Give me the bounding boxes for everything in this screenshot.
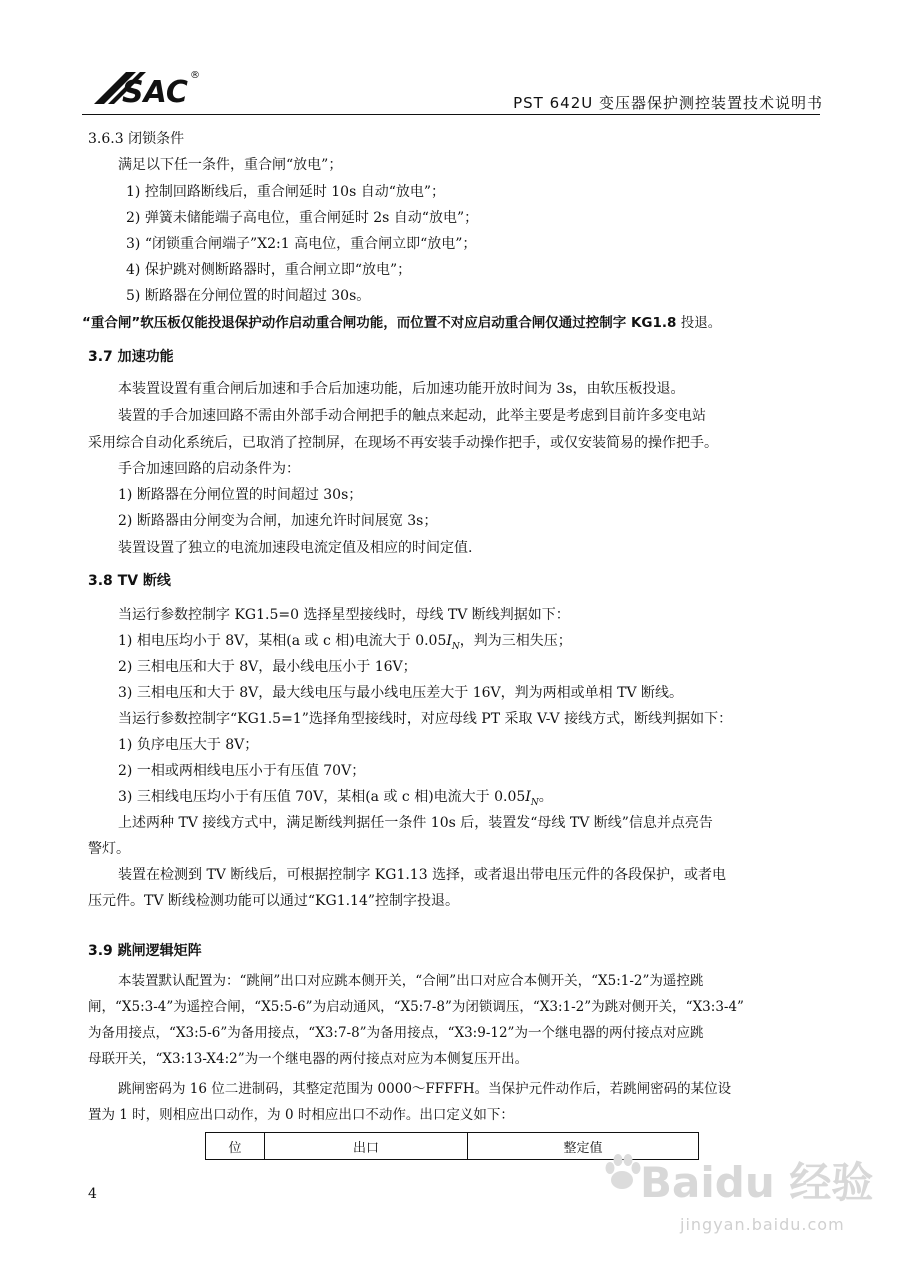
section-heading-3-6-3: 3.6.3 闭锁条件	[88, 131, 185, 147]
list-item: 2) 弹簧未储能端子高电位，重合闸延时 2s 自动“放电”；	[126, 210, 479, 226]
table-header-setting: 整定值	[468, 1133, 699, 1160]
list-item: 3) “闭锁重合闸端子”X2:1 高电位，重合闸立即“放电”；	[126, 236, 477, 252]
paragraph: 跳闸密码为 16 位二进制码，其整定范围为 0000～FFFFH。当保护元件动作后，若跳闸密码的某位设	[118, 1081, 732, 1097]
registered-mark: ®	[190, 70, 200, 81]
section-heading-3-8: 3.8 TV 断线	[88, 573, 171, 589]
paragraph: 装置设置了独立的电流加速段电流定值及相应的时间定值.	[118, 540, 473, 556]
paragraph: 上述两种 TV 接线方式中，满足断线判据任一条件 10s 后，装置发“母线 TV 断线”信息并点亮告	[118, 815, 713, 831]
document-title: PST 642U 变压器保护测控装置技术说明书	[513, 94, 823, 112]
section-heading-3-9: 3.9 跳闸逻辑矩阵	[88, 943, 202, 959]
paragraph: 手合加速回路的启动条件为：	[118, 461, 300, 477]
paragraph: 当运行参数控制字 KG1.5=0 选择星型接线时，母线 TV 断线判据如下：	[118, 607, 570, 623]
paragraph: 装置在检测到 TV 断线后，可根据控制字 KG1.13 选择，或者退出带电压元件的各段保护，或者电	[118, 867, 727, 883]
list-item-tail: 。	[538, 789, 553, 805]
paragraph: 装置的手合加速回路不需由外部手动合闸把手的触点来起动，此举主要是考虑到目前许多变电站	[118, 408, 706, 424]
paragraph: 置为 1 时，则相应出口动作，为 0 时相应出口不动作。出口定义如下：	[88, 1107, 514, 1123]
paragraph: 母联开关，“X3:13-X4:2”为一个继电器的两付接点对应为本侧复压开出。	[88, 1051, 529, 1067]
table-header-output: 出口	[265, 1133, 468, 1160]
page-number: 4	[88, 1186, 97, 1202]
rated-current-subscript: N	[530, 797, 539, 808]
logo-text: SAC	[122, 75, 188, 110]
paragraph: 为备用接点，“X3:5-6”为备用接点，“X3:7-8”为备用接点，“X3:9-12”为一个继电器的两付接点对应跳	[88, 1025, 704, 1041]
list-item: 2) 一相或两相线电压小于有压值 70V；	[118, 763, 366, 779]
note-paragraph	[82, 312, 721, 334]
rated-current-symbol: I	[446, 633, 452, 649]
list-item	[118, 630, 572, 658]
rated-current-subscript: N	[451, 641, 460, 652]
paragraph: 本装置设置有重合闸后加速和手合后加速功能，后加速功能开放时间为 3s，由软压板投退。	[118, 381, 685, 397]
paragraph: 本装置默认配置为：“跳闸”出口对应跳本侧开关，“合闸”出口对应合本侧开关，“X5:1-2”为遥控跳	[118, 973, 704, 989]
sac-logo	[88, 64, 208, 112]
paragraph: 闸，“X5:3-4”为遥控合闸，“X5:5-6”为启动通风，“X5:7-8”为闭锁调压，“X3:1-2”为跳对侧开关，“X3:3-4”	[88, 999, 744, 1015]
section-heading-3-7: 3.7 加速功能	[88, 349, 174, 365]
paragraph: 警灯。	[88, 841, 130, 857]
list-item-text: 1) 相电压均小于 8V，某相(a 或 c 相)电流大于 0.05	[118, 633, 447, 649]
watermark-url: jingyan.baidu.com	[680, 1215, 845, 1234]
list-item: 1) 断路器在分闸位置的时间超过 30s；	[118, 487, 363, 503]
table-header-bit: 位	[206, 1133, 265, 1160]
list-item	[118, 786, 553, 814]
baidu-paw-icon	[600, 1150, 644, 1194]
list-item: 1) 负序电压大于 8V；	[118, 737, 259, 753]
paragraph: 采用综合自动化系统后，已取消了控制屏，在现场不再安装手动操作把手，或仅安装简易的操作把手。	[88, 435, 718, 451]
list-item-text: 3) 三相线电压均小于有压值 70V，某相(a 或 c 相)电流大于 0.05	[118, 789, 526, 805]
list-item: 5) 断路器在分闸位置的时间超过 30s。	[126, 288, 371, 304]
header-divider	[82, 114, 820, 115]
paragraph: 当运行参数控制字“KG1.5=1”选择角型接线时，对应母线 PT 采取 V-V 接线方式，断线判据如下：	[118, 711, 733, 727]
note-tail-text: 投退。	[676, 315, 722, 331]
watermark-brand: Baidu 经验	[640, 1158, 874, 1207]
list-item: 3) 三相电压和大于 8V，最大线电压与最小线电压差大于 16V，判为两相或单相 TV 断线。	[118, 685, 684, 701]
list-item: 4) 保护跳对侧断路器时，重合闸立即“放电”；	[126, 262, 412, 278]
note-bold-text: “重合闸”软压板仅能投退保护动作启动重合闸功能，而位置不对应启动重合闸仅通过控制字 KG1.8	[82, 315, 677, 331]
list-item: 2) 断路器由分闸变为合闸，加速允许时间展宽 3s；	[118, 513, 438, 529]
rated-current-symbol: I	[525, 789, 531, 805]
list-item: 1) 控制回路断线后，重合闸延时 10s 自动“放电”；	[126, 184, 446, 200]
paragraph: 压元件。TV 断线检测功能可以通过“KG1.14”控制字投退。	[88, 893, 460, 909]
list-item-tail: ，判为三相失压；	[459, 633, 572, 649]
paragraph: 满足以下任一条件，重合闸“放电”；	[118, 157, 343, 173]
list-item: 2) 三相电压和大于 8V，最小线电压小于 16V；	[118, 659, 417, 675]
